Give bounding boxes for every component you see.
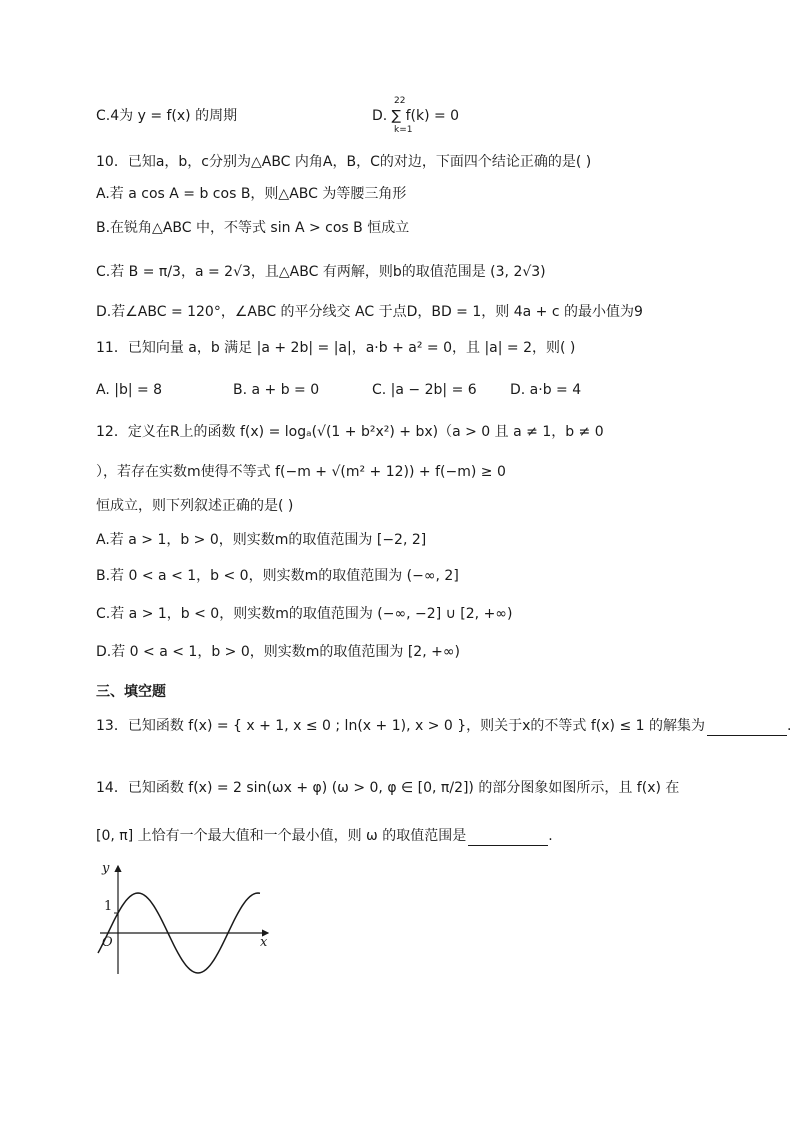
section-heading-text: 三、填空题 (96, 684, 166, 700)
q10-option-d-text: D.若∠ABC = 120°，∠ABC 的平分线交 AC 于点D，BD = 1，则 4a + c 的最小值为9 (96, 304, 643, 320)
q13-stem-text: 13．已知函数 f(x) = { x + 1, x ≤ 0 ; ln(x + 1), x > 0 }，则关于x的不等式 f(x) ≤ 1 的解集为 (96, 718, 706, 734)
q10-option-b-text: B.在锐角△ABC 中，不等式 sin A > cos B 恒成立 (96, 220, 410, 236)
q11-option-b (233, 380, 319, 400)
q10-option-d (96, 302, 643, 322)
section-heading-fill-in (96, 682, 166, 702)
q12-option-a (96, 530, 426, 550)
q14-stem-text: 14．已知函数 f(x) = 2 sin(ωx + φ) (ω > 0, φ ∈ [0, π/2]) 的部分图象如图所示，且 f(x) 在 (96, 780, 680, 796)
q11-option-a (96, 380, 162, 400)
sum-upper-limit: 22 (394, 96, 406, 106)
q14-stem-line2-text: [0, π] 上恰有一个最大值和一个最小值，则 ω 的取值范围是 (96, 828, 467, 844)
x-axis-label: x (260, 935, 268, 950)
q11-option-b-text: B. a + b = 0 (233, 382, 320, 398)
q11-option-c-text: C. |a − 2b| = 6 (372, 382, 477, 398)
q10-option-b (96, 218, 409, 238)
q12-option-d (96, 642, 460, 662)
q11-stem (96, 338, 575, 358)
q11-option-a-text: A. |b| = 8 (96, 382, 163, 398)
q9-option-c-text: C.4为 y = f(x) 的周期 (96, 108, 238, 124)
q11-option-d-text: D. a·b = 4 (510, 382, 582, 398)
q13-stem (96, 716, 791, 736)
sine-graph (90, 858, 280, 978)
q10-option-a-text: A.若 a cos A = b cos B，则△ABC 为等腰三角形 (96, 186, 407, 202)
q12-option-a-text: A.若 a > 1，b > 0，则实数m的取值范围为 [−2, 2] (96, 532, 427, 548)
q14-stem-line2 (96, 826, 553, 846)
sum-lower-limit: k=1 (394, 125, 413, 135)
q9-option-d-text: D. ∑ f(k) = 0 (372, 108, 460, 124)
q12-option-c (96, 604, 512, 624)
q9-option-c (96, 106, 237, 126)
q12-stem-line3 (96, 496, 293, 516)
q10-stem-text: 10．已知a，b，c分别为△ABC 内角A，B，C的对边，下面四个结论正确的是( ) (96, 154, 592, 170)
q12-option-c-text: C.若 a > 1，b < 0，则实数m的取值范围为 (−∞, −2] ∪ [2, +∞) (96, 606, 513, 622)
q12-option-b-text: B.若 0 < a < 1，b < 0，则实数m的取值范围为 (−∞, 2] (96, 568, 459, 584)
q12-stem-line3-text: 恒成立，则下列叙述正确的是( ) (96, 498, 294, 514)
q12-stem-line2-text: ），若存在实数m使得不等式 f(−m + √(m² + 12)) + f(−m) ≥ 0 (96, 464, 506, 480)
q12-stem-text: 12．定义在R上的函数 f(x) = logₐ(√(1 + b²x²) + bx)（a > 0 且 a ≠ 1，b ≠ 0 (96, 424, 604, 440)
q12-option-d-text: D.若 0 < a < 1，b > 0，则实数m的取值范围为 [2, +∞) (96, 644, 460, 660)
q11-stem-text: 11．已知向量 a，b 满足 |a + 2b| = |a|，a·b + a² = 0，且 |a| = 2，则( ) (96, 340, 576, 356)
q12-option-b (96, 566, 459, 586)
y-axis-label: y (102, 861, 110, 876)
q14-stem (96, 778, 679, 798)
origin-label: O (102, 935, 113, 950)
q14-end-mark: . (548, 828, 553, 844)
q11-option-d (510, 380, 581, 400)
q13-answer-blank[interactable] (707, 721, 787, 736)
q13-end-mark: . (787, 718, 792, 734)
q12-stem-line2 (96, 462, 506, 482)
tick-label-1: 1 (104, 899, 113, 914)
q10-option-c-text: C.若 B = π/3，a = 2√3，且△ABC 有两解，则b的取值范围是 (3, 2√3) (96, 264, 546, 280)
q11-option-c (372, 380, 477, 400)
q9-option-d (372, 96, 460, 135)
q14-answer-blank[interactable] (468, 831, 548, 846)
q10-option-a (96, 184, 406, 204)
q12-stem (96, 422, 604, 442)
q10-stem (96, 152, 591, 172)
q10-option-c (96, 262, 546, 282)
